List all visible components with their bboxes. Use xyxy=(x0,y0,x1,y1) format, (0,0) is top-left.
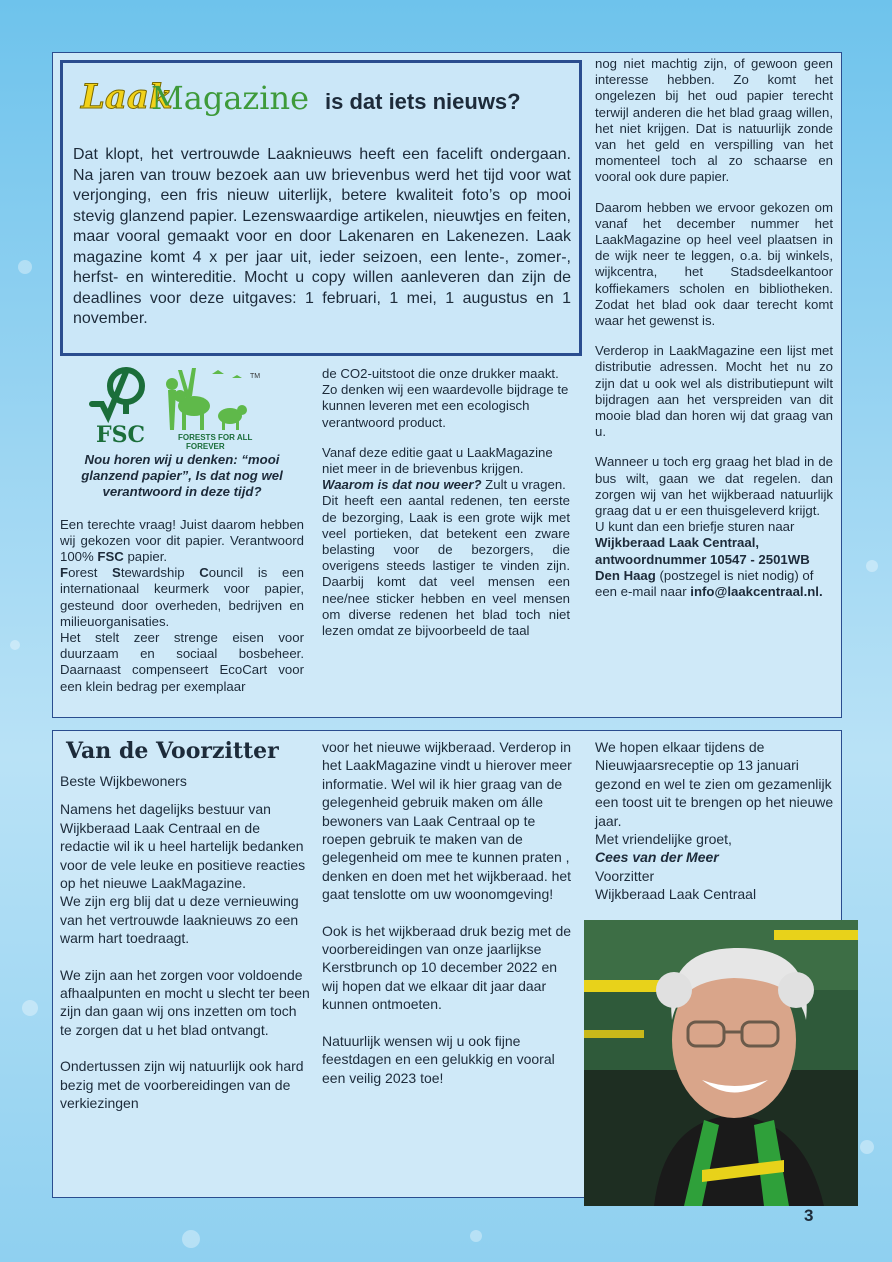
fsc-tree-icon xyxy=(82,360,262,450)
thanks-paragraph: Namens het dagelijks bestuur van Wijkberaad Laak Centraal en de redactie wil ik u heel hartelijk bedanken voor de vele leuke en positieve reacties op het nieuwe LaakMagazine. We zijn erg blij dat u deze vernieuwing van het vertrouwde laaknieuws zo een warm hart toedraagt. xyxy=(60,801,306,947)
intro-box xyxy=(60,60,582,356)
reader-question: Nou horen wij u denken: “mooi glanzend papier”, Is dat nog wel verantwoord in deze tijd? xyxy=(81,452,283,500)
nieuwjaar-paragraph: We hopen elkaar tijdens de Nieuwjaarsreceptie op 13 januari gezond en wel te zien om gezamenlijk een toost uit te brengen op het nieuwe jaar. xyxy=(595,739,834,829)
decorative-bubble xyxy=(860,1140,874,1154)
voorzitter-column-2 xyxy=(322,738,572,1101)
decorative-bubble xyxy=(18,260,32,274)
signature-role: Voorzitter xyxy=(595,867,655,884)
fsc-forests-text: FORESTS FOR ALL xyxy=(178,433,253,442)
column-1 xyxy=(60,452,304,709)
distributie-paragraph: Verderop in LaakMagazine een lijst met distributie adressen. Mocht het nu zo zijn dat u ook wel als distributiepunt wilt bijdragen aan het verspreiden van dit mooie blad dan horen wij dat graag van u. xyxy=(595,343,833,440)
chairman-photo xyxy=(584,920,858,1206)
decorative-bubble xyxy=(866,560,878,572)
fsc-letters: FSC xyxy=(96,422,146,448)
decorative-bubble xyxy=(470,1230,482,1242)
logo-laak: Laak xyxy=(81,77,173,117)
logo-magazine: Magazine xyxy=(151,79,310,117)
fsc-tm: TM xyxy=(250,373,261,380)
closing-greeting: Met vriendelijke groet, xyxy=(595,831,732,848)
brievenbus-paragraph: Vanaf deze editie gaat u LaakMagazine niet meer in de brievenbus krijgen. Waarom is dat nou weer? Zult u vragen. xyxy=(322,444,566,493)
contact-paragraph: U kunt dan een briefje sturen naar Wijkberaad Laak Centraal, antwoordnummer 10547 - 2501WB Den Haag (postzegel is niet nodig) of een e-mail naar info@laakcentraal.nl. xyxy=(595,519,823,600)
fsc-logo xyxy=(82,360,262,450)
fsc-forever-text: FOREVER xyxy=(186,442,225,450)
email-address[interactable]: info@laakcentraal.nl. xyxy=(690,584,823,600)
column-3 xyxy=(595,56,833,600)
fsc-paragraph: Een terechte vraag! Juist daarom hebben wij gekozen voor dit papier. Verantwoord 100% FSC papier. Forest Stewardship Council is een internationaal keurmerk voor papier, gesteund door overheden, bedrijven en milieuorganisaties. xyxy=(60,516,304,629)
bosbeheer-paragraph: Het stelt zeer strenge eisen voor duurzaam en sociaal bosbeheer. Daarnaast compenseert EcoCart voor een klein bedrag per exemplaar xyxy=(60,630,304,694)
greeting-line: Beste Wijkbewoners xyxy=(60,773,187,789)
decorative-bubble xyxy=(10,640,20,650)
intro-text: Dat klopt, het vertrouwde Laaknieuws heeft een facelift ondergaan. Na jaren van trouw bezoek aan uw brievenbus werd het tijd voor wat verjonging, een fris nieuw uiterlijk, betere kwaliteit foto’s op mooi stevig glanzend papier. Lezenswaardige artikelen, nieuwtjes en feiten, maar vooral gemaakt voor en door Lakenaren en Lakenezen. Laak magazine komt 4 x per jaar uit, ieder seizoen, een lente-, zomer-, herfst- en wintereditie. Mocht u copy willen aanleveren dan zijn de deadlines voor deze uitgaves: 1 februari, 1 mei, 1 augustus en 1 november. xyxy=(73,146,571,327)
redenen-paragraph: Dit heeft een aantal redenen, ten eerste de bezorging, Laak is een grote wijk met veel portieken, dat betekent een zware belasting voor de bezorgers, die overigens steeds lastiger te vinden zijn. Daarbij komt dat veel mensen een nee/nee sticker hebben en veel mensen om diverse redenen het blad toch niet lezen omdat ze bijvoorbeeld de taal xyxy=(322,493,570,639)
interesse-paragraph: nog niet machtig zijn, of gewoon geen interesse hebben. Zo komt het ongelezen bij het oud papier terecht terwijl anderen die het blad graag willen, het niet krijgen. Dat is natuurlijk zonde van het geld en verspilling van het momenteel toch al zo schaarse en vooral ook dure papier. xyxy=(595,56,833,185)
bezorgen-paragraph: Wanneer u toch erg graag het blad in de bus wilt, gaan we dat regelen. dan zorgen wij van het wijkberaad natuurlijk graag dat u er een thuisgeleverd krijgt. xyxy=(595,454,833,519)
signature-org: Wijkberaad Laak Centraal xyxy=(595,886,757,903)
neerleggen-paragraph: Daarom hebben we ervoor gekozen om vanaf het december nummer het LaakMagazine op heel veel plaatsen in de wijk neer te leggen, o.a. bij winkels, wijkcentra, het Stadsdeelkantoor koffiekamers scholen en bibliotheken. Zodat het blad ook daar terecht komt waar het gewenst is. xyxy=(595,199,833,329)
voorzitter-title: Van de Voorzitter xyxy=(66,738,279,764)
wijkberaad-paragraph: voor het nieuwe wijkberaad. Verderop in het LaakMagazine vindt u hierover meer informatie. Wel wil ik hier graag van de gelegenheid gebruik maken om álle bewoners van Laak Centraal op te roepen gebruik te maken van de gelegenheid om mee te kunnen praten , denken en doen met het wijkberaad. het gaat tenslotte om uw woonomgeving! xyxy=(322,739,572,903)
afhaalpunten-paragraph: We zijn aan het zorgen voor voldoende afhaalpunten en mocht u slecht ter been zijn dan gaan wij ons inzetten om toch te zorgen dat u het blad ontvangt. xyxy=(60,966,310,1038)
decorative-bubble xyxy=(182,1230,200,1248)
voorzitter-column-1 xyxy=(60,772,312,1127)
bijdrage-paragraph: Zo denken wij een waardevolle bijdrage te kunnen leveren met een ecologisch verantwoord product. xyxy=(322,382,569,430)
postal-address: Wijkberaad Laak Centraal, antwoordnummer 10547 - 2501WB Den Haag xyxy=(595,535,810,583)
signature-name: Cees van der Meer xyxy=(595,849,719,866)
column-2 xyxy=(322,366,570,653)
decorative-bubble xyxy=(22,1000,38,1016)
page-number: 3 xyxy=(804,1206,814,1225)
verkiezingen-paragraph: Ondertussen zijn wij natuurlijk ook hard bezig met de voorbereidingen van de verkiezingen xyxy=(60,1058,304,1112)
portrait-image xyxy=(584,920,858,1206)
wensen-paragraph: Natuurlijk wensen wij u ook fijne feestdagen en een gelukkig en vooral een veilig 2023 toe! xyxy=(322,1032,555,1086)
voorzitter-column-3 xyxy=(595,738,835,904)
kerstbrunch-paragraph: Ook is het wijkberaad druk bezig met de voorbereidingen van onze jaarlijkse Kerstbrunch op 10 december 2022 en wij hopen dat we elkaar dit jaar daar kunnen ontmoeten. xyxy=(322,922,572,1013)
co2-paragraph: de CO2-uitstoot die onze drukker maakt. xyxy=(322,366,559,381)
headline: is dat iets nieuws? xyxy=(325,89,521,114)
